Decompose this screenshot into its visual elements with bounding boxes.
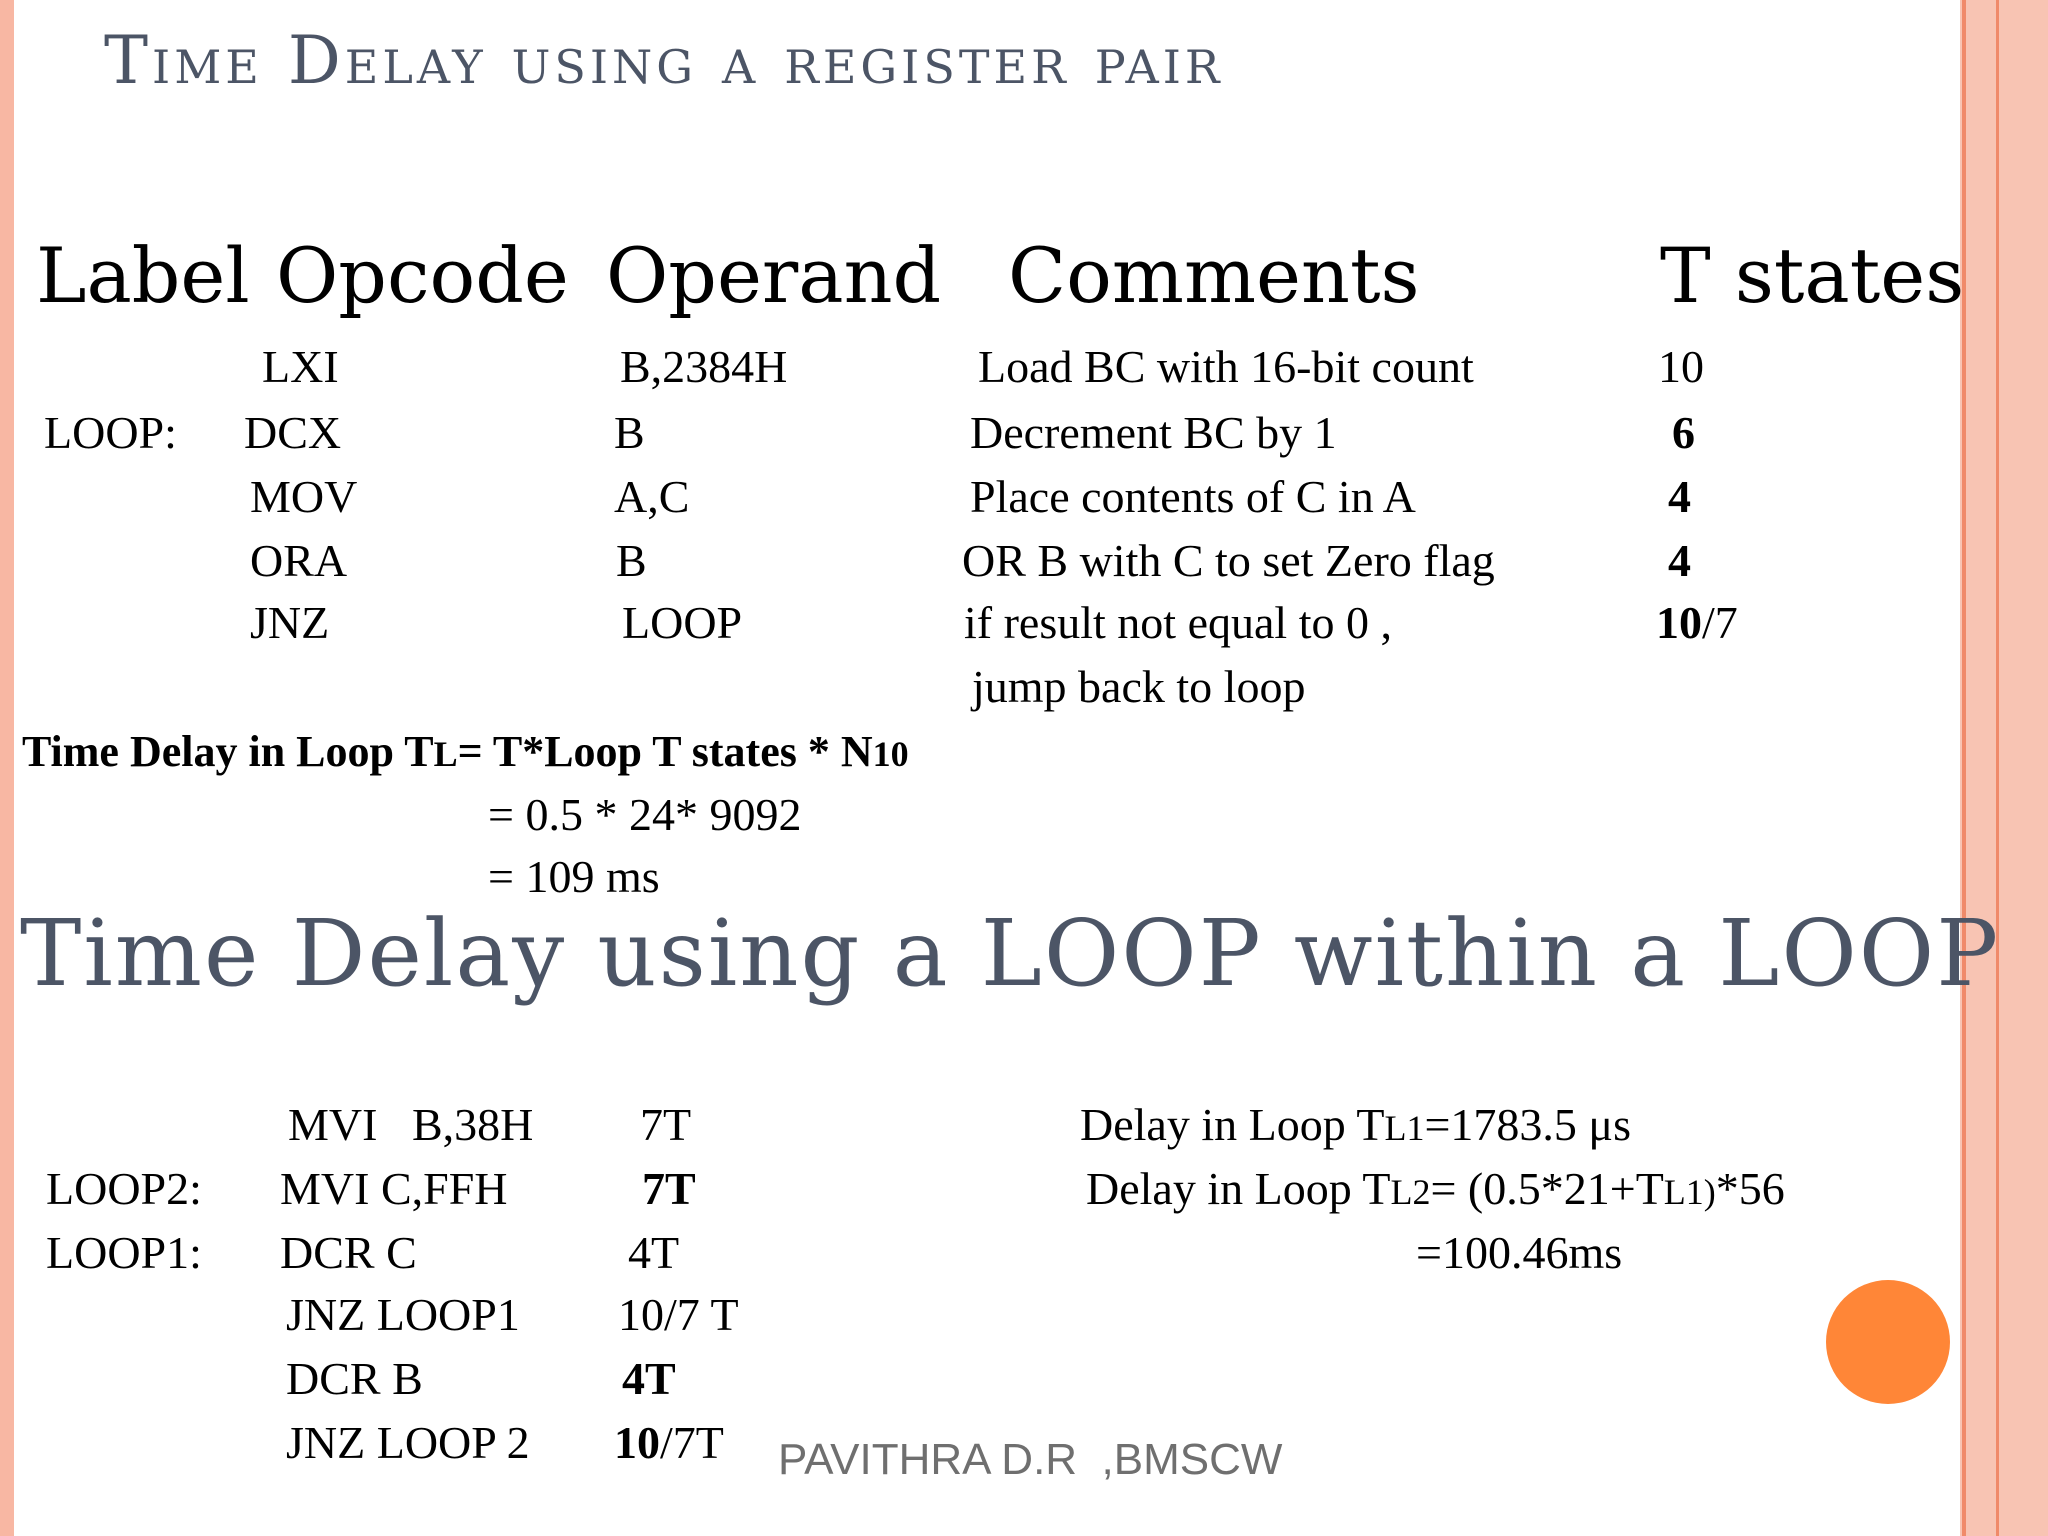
formula-sub2: 10 [872, 734, 909, 774]
row5-tstates-rest: /7 [1702, 597, 1738, 648]
s2-row6-instr: JNZ LOOP 2 [286, 1417, 530, 1468]
delay-result: =100.46ms [1416, 1227, 1623, 1278]
formula-line2: = 0.5 * 24* 9092 [488, 789, 802, 840]
s2-row6-t-bold: 10 [614, 1417, 660, 1468]
delay1-sub: L1 [1384, 1108, 1425, 1148]
orange-circle-decoration [1826, 1280, 1950, 1404]
row2-operand: B [614, 407, 645, 458]
delay2-mid: = (0.5*21+T [1430, 1163, 1664, 1214]
s2-row2-t: 7T [642, 1163, 696, 1214]
row5-comment: if result not equal to 0 , [964, 597, 1392, 648]
row4-comment: OR B with C to set Zero flag [962, 535, 1495, 586]
footer-author: PAVITHRA D.R ,BMSCW [778, 1435, 1283, 1484]
row2-tstates: 6 [1672, 407, 1695, 458]
right-accent-band [1960, 0, 2048, 1536]
delay-loop1 [1080, 1099, 1631, 1150]
row1-tstates: 10 [1658, 341, 1704, 392]
s2-row5-t: 4T [622, 1353, 676, 1404]
delay2-rest: *56 [1715, 1163, 1785, 1214]
s2-row4-instr: JNZ LOOP1 [286, 1289, 520, 1340]
row3-comment: Place contents of C in A [970, 471, 1416, 522]
header-comments: Comments [1008, 231, 1420, 320]
row2-opcode: DCX [244, 407, 342, 458]
formula-middle: = T*Loop T states * N [457, 727, 873, 776]
section2-heading: Time Delay using a LOOP within a LOOP [20, 900, 2001, 1007]
row5-operand: LOOP [622, 597, 743, 648]
header-tstates: T states [1660, 231, 1965, 320]
row5-tstates-bold: 10 [1656, 597, 1702, 648]
s2-row2-label: LOOP2: [46, 1163, 202, 1214]
row3-opcode: MOV [250, 471, 358, 522]
formula-time-delay [22, 727, 909, 776]
header-label: Label [36, 231, 250, 320]
delay2-sub: L2 [1390, 1172, 1431, 1212]
row5-comment-line2: jump back to loop [972, 661, 1306, 712]
row1-operand: B,2384H [620, 341, 788, 392]
formula-sub: L [433, 734, 458, 774]
left-accent-bar [0, 0, 14, 1536]
row2-label: LOOP: [44, 407, 177, 458]
s2-row6-t [614, 1417, 724, 1468]
row4-tstates: 4 [1668, 535, 1691, 586]
row5-tstates [1656, 597, 1738, 648]
header-opcode: Opcode [276, 231, 569, 320]
s2-row3-t: 4T [628, 1227, 680, 1278]
s2-row1-t: 7T [640, 1099, 692, 1150]
header-operand: Operand [606, 231, 942, 320]
s2-row3-instr: DCR C [280, 1227, 417, 1278]
row2-comment: Decrement BC by 1 [970, 407, 1337, 458]
row3-tstates: 4 [1668, 471, 1691, 522]
row4-operand: B [616, 535, 647, 586]
right-accent-line-2 [1996, 0, 1999, 1536]
formula-line3: = 109 ms [488, 851, 660, 902]
s2-row5-instr: DCR B [286, 1353, 423, 1404]
row3-operand: A,C [614, 471, 690, 522]
s2-row3-label: LOOP1: [46, 1227, 202, 1278]
row1-comment: Load BC with 16-bit count [978, 341, 1474, 392]
row1-opcode: LXI [262, 341, 339, 392]
delay1-rest: =1783.5 μs [1424, 1099, 1631, 1150]
formula-prefix: Time Delay in Loop T [22, 727, 434, 776]
row4-opcode: ORA [250, 535, 348, 586]
s2-row4-t: 10/7 T [618, 1289, 739, 1340]
s2-row1-instr: MVI B,38H [288, 1099, 534, 1150]
delay2-prefix: Delay in Loop T [1086, 1163, 1391, 1214]
delay-loop2 [1086, 1163, 1785, 1214]
delay1-prefix: Delay in Loop T [1080, 1099, 1385, 1150]
row5-opcode: JNZ [250, 597, 330, 648]
delay2-sub2: L1) [1663, 1172, 1716, 1212]
s2-row2-instr: MVI C,FFH [280, 1163, 508, 1214]
slide-title: Time Delay using a register pair [104, 22, 1224, 99]
s2-row6-t-rest: /7T [660, 1417, 724, 1468]
